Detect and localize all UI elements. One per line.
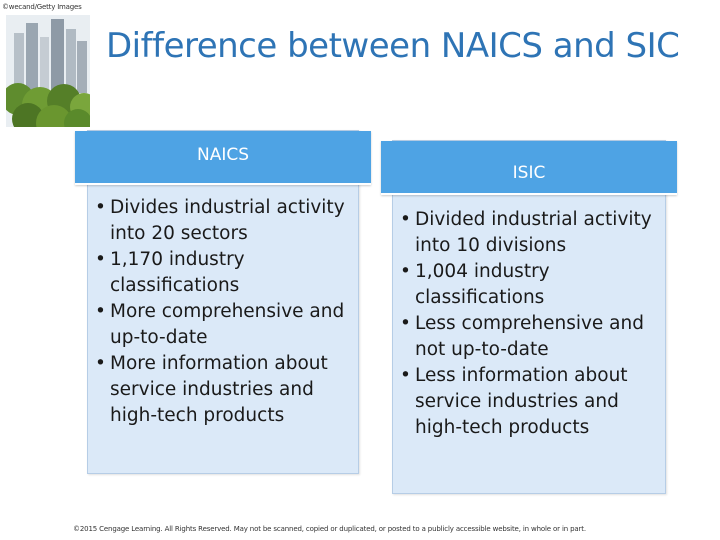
- list-item: • Divided industrial activity into 10 divisions: [393, 207, 659, 259]
- copyright-notice: ©2015 Cengage Learning. All Rights Reserved. May not be scanned, copied or duplicated, or posted to a publicly accessible website, in whole or in part.: [73, 525, 586, 533]
- list-item: • Less information about service industries and high-tech products: [393, 363, 659, 441]
- sic-bullet-list: [393, 207, 659, 441]
- naics-card: [87, 130, 359, 474]
- slide-title: Difference between NAICS and SIC: [106, 26, 680, 66]
- list-item: • 1,170 industry classifications: [88, 247, 350, 299]
- photo-credit: ©wecand/Getty Images: [2, 3, 82, 11]
- sic-card: [392, 140, 666, 494]
- list-item: • More information about service industries and high-tech products: [88, 351, 350, 429]
- sic-header: [381, 141, 677, 195]
- list-item: • Less comprehensive and not up-to-date: [393, 311, 659, 363]
- list-item: • Divides industrial activity into 20 sectors: [88, 195, 350, 247]
- naics-heading: NAICS: [196, 145, 250, 165]
- list-item: • More comprehensive and up-to-date: [88, 299, 350, 351]
- naics-header: [75, 131, 371, 185]
- list-item: • 1,004 industry classifications: [393, 259, 659, 311]
- naics-bullet-list: [88, 195, 350, 429]
- sic-heading: ISIC: [512, 163, 546, 183]
- city-skyline-photo: [6, 15, 90, 127]
